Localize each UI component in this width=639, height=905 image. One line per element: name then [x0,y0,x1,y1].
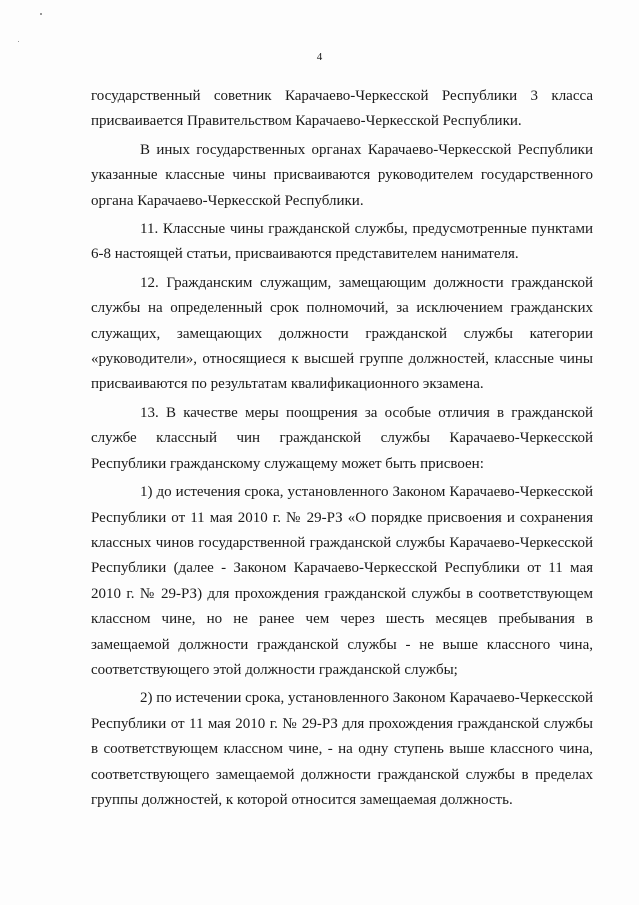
paragraph-11: 11. Классные чины гражданской службы, предусмотренные пунктами 6-8 настоящей статьи, присваиваются представителем нанимателя. [91,221,593,263]
paragraph-13-item-2: 2) по истечении срока, установленного Законом Карачаево-Черкесской Республики от 11 мая 2010 г. № 29-РЗ для прохождения гражданской службы в соответствующем классном чине, - на одну ступень выше классного чина, соответствующего замещаемой должности гражданской службы в пределах группы должностей, к которой относится замещаемая должность. [91,690,593,808]
page-number: 4 [316,51,323,63]
paragraph-13: 13. В качестве меры поощрения за особые отличия в гражданской службе классный чин гражданской службы Карачаево-Черкесской Республики гражданскому служащему может быть присвоен: [91,404,593,472]
scan-speck [18,41,19,42]
paragraph-other-organs: В иных государственных органах Карачаево-Черкесской Республики указанные классные чины присваиваются руководителем государственного органа Карачаево-Черкесской Республики. [91,141,593,209]
paragraph-12: 12. Гражданским служащим, замещающим должности гражданской службы на определенный срок полномочий, за исключением гражданских служащих, замещающих должности гражданской службы категории «руководители», относящиеся к высшей группе должностей, классные чины присваиваются по результатам квалификационного экзамена. [91,274,593,393]
scan-speck [40,13,42,15]
paragraph-continuation: государственный советник Карачаево-Черкесской Республики 3 класса присваивается Правительством Карачаево-Черкесской Республики. [91,88,593,130]
document-body [91,84,593,816]
paragraph-13-item-1: 1) до истечения срока, установленного Законом Карачаево-Черкесской Республики от 11 мая 2010 г. № 29-РЗ «О порядке присвоения и сохранения классных чинов государственной гражданской службы Карачаево-Черкесской Республики (далее - Законом Карачаево-Черкесской Республики от 11 мая 2010 г. № 29-РЗ) для прохождения гражданской службы в соответствующем классном чине, но не ранее чем через шесть месяцев пребывания в замещаемой должности гражданской службы - не выше классного чина, соответствующего этой должности гражданской службы; [91,484,593,678]
